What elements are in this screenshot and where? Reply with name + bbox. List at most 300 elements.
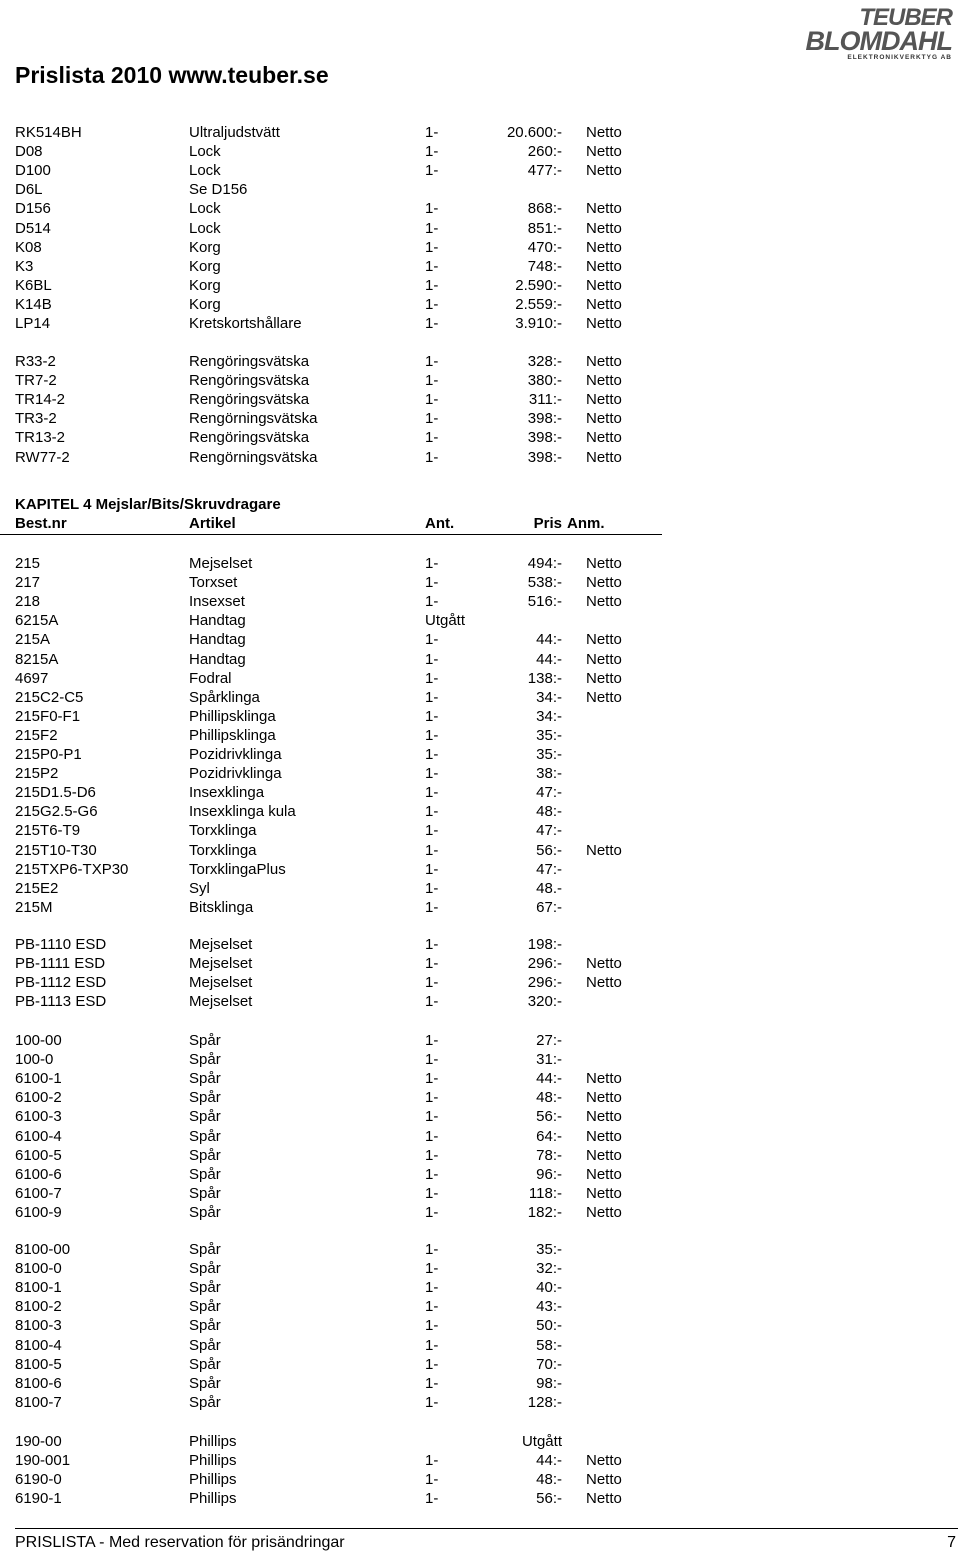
table-row (0, 1489, 700, 1508)
item-price: Utgått (521, 1433, 562, 1450)
item-price: 48:- (536, 1471, 562, 1489)
item-qty: 1- (425, 822, 439, 840)
item-qty: 1- (425, 1203, 439, 1221)
item-name: Spår (189, 1032, 221, 1049)
item-name: Korg (189, 295, 221, 313)
item-code: 6100-9 (15, 1203, 62, 1221)
item-name: Phillipsklinga (189, 726, 276, 744)
table-row (0, 726, 700, 745)
item-qty: 1- (425, 1260, 439, 1278)
item-name: Spår (189, 1184, 221, 1202)
item-price: 47:- (536, 784, 562, 802)
item-price: 398:- (527, 410, 562, 428)
table-row (0, 1203, 700, 1222)
item-code: PB-1111 ESD (15, 955, 106, 973)
item-name: Handtag (189, 631, 246, 649)
item-name: Fodral (189, 669, 232, 687)
item-price: 748:- (527, 257, 562, 275)
item-note: Netto (586, 955, 622, 973)
item-price: 398:- (527, 429, 562, 447)
table-row (0, 352, 700, 371)
item-note: Netto (586, 410, 622, 428)
item-price: 27:- (536, 1032, 562, 1049)
item-code: 8100-6 (15, 1374, 62, 1392)
item-qty: 1- (425, 707, 439, 725)
table-row (0, 669, 700, 688)
item-code: PB-1113 ESD (15, 993, 107, 1011)
item-code: TR13-2 (15, 429, 66, 447)
item-qty: 1- (425, 841, 439, 859)
table-row (0, 1432, 700, 1451)
table-row (0, 1050, 700, 1069)
item-name: Rengöringsvätska (189, 429, 310, 447)
item-price: 138:- (527, 669, 562, 687)
item-qty: 1- (425, 124, 439, 141)
item-qty: 1- (425, 429, 439, 447)
item-note: Netto (586, 1146, 622, 1164)
item-qty: 1- (425, 200, 439, 218)
item-name: Spår (189, 1374, 221, 1392)
item-qty: 1- (425, 1108, 439, 1126)
item-name: Ultraljudstvätt (189, 124, 280, 141)
item-name: Pozidrivklinga (189, 746, 282, 763)
item-code: 6100-3 (15, 1108, 62, 1126)
table-row (0, 1316, 700, 1335)
table-row (0, 611, 700, 630)
table-row (0, 257, 700, 276)
item-name: Spår (189, 1393, 221, 1411)
item-code: 215P0-P1 (15, 746, 82, 763)
item-code: 215 (15, 555, 41, 572)
table-row (0, 1278, 700, 1297)
item-qty: 1- (425, 1051, 439, 1069)
item-name: Spårklinga (189, 688, 260, 706)
item-name: Se D156 (189, 181, 248, 199)
item-qty: 1- (425, 276, 439, 294)
item-code: 4697 (15, 669, 49, 687)
item-note: Netto (586, 1490, 622, 1508)
item-code: 217 (15, 574, 41, 592)
item-price: 311:- (528, 391, 562, 409)
item-price: 48:- (536, 803, 562, 821)
item-qty: 1- (425, 391, 439, 409)
table-row (0, 1069, 700, 1088)
table-row (0, 199, 700, 218)
table-row (0, 1240, 700, 1259)
table-row (0, 650, 700, 669)
item-note: Netto (586, 1089, 622, 1107)
item-code: D100 (15, 162, 51, 180)
table-row (0, 973, 700, 992)
item-note: Netto (586, 1108, 622, 1126)
table-row (0, 783, 700, 802)
item-name: Spår (189, 1070, 221, 1088)
item-qty: 1- (425, 1241, 439, 1258)
item-qty: 1- (425, 593, 439, 611)
item-price: 35:- (536, 1241, 562, 1258)
item-name: Mejselset (189, 936, 253, 953)
item-price: 118:- (528, 1184, 562, 1202)
item-code: PB-1112 ESD (15, 974, 107, 992)
table-row (0, 123, 700, 142)
page-title: Prislista 2010 www.teuber.se (15, 62, 329, 88)
item-code: 8100-1 (15, 1279, 62, 1297)
item-name: Spår (189, 1279, 221, 1297)
item-note: Netto (586, 574, 622, 592)
item-name: Rengöringsvätska (189, 372, 310, 390)
item-qty: 1- (425, 1298, 439, 1316)
item-qty: 1- (425, 993, 439, 1011)
item-qty: 1- (425, 669, 439, 687)
item-price: 44:- (536, 631, 562, 649)
table-row (0, 390, 700, 409)
item-code: 215P2 (15, 765, 59, 783)
item-note: Netto (586, 200, 622, 218)
item-price: 38:- (536, 765, 562, 783)
item-price: 40:- (536, 1279, 562, 1297)
item-name: Lock (189, 200, 221, 218)
item-note: Netto (586, 650, 622, 668)
item-code: LP14 (15, 315, 51, 332)
table-row (0, 860, 700, 879)
table-row (0, 1088, 700, 1107)
item-qty: 1- (425, 898, 439, 916)
table-row (0, 554, 700, 573)
item-code: 190-001 (15, 1452, 71, 1470)
item-qty: Utgått (425, 612, 466, 630)
item-name: Syl (189, 879, 210, 897)
item-name: Torxklinga (189, 822, 257, 840)
column-header-note: Anm. (567, 515, 605, 532)
item-note: Netto (586, 276, 622, 294)
item-price: 2.590:- (515, 276, 562, 294)
item-qty: 1- (425, 448, 439, 466)
table-row (0, 764, 700, 783)
table-row (0, 238, 700, 257)
item-name: Handtag (189, 650, 246, 668)
item-note: Netto (586, 593, 622, 611)
item-price: 198:- (527, 936, 562, 953)
table-row (0, 1297, 700, 1316)
item-name: Handtag (189, 612, 246, 630)
item-code: 8100-2 (15, 1298, 62, 1316)
chapter-heading: KAPITEL 4 Mejslar/Bits/Skruvdragare (15, 496, 281, 513)
item-code: D6L (15, 181, 43, 199)
item-note: Netto (586, 124, 622, 141)
table-row (0, 371, 700, 390)
item-price: 34:- (536, 688, 562, 706)
item-name: Torxset (189, 574, 238, 592)
item-name: Korg (189, 276, 221, 294)
item-code: 6100-1 (15, 1070, 62, 1088)
item-note: Netto (586, 391, 622, 409)
item-code: 8100-5 (15, 1355, 62, 1373)
item-note: Netto (586, 1452, 622, 1470)
item-qty: 1- (425, 650, 439, 668)
table-row (0, 1146, 700, 1165)
item-note: Netto (586, 555, 622, 572)
item-code: 215C2-C5 (15, 688, 84, 706)
table-row (0, 879, 700, 898)
item-price: 78:- (536, 1146, 562, 1164)
item-note: Netto (586, 162, 622, 180)
item-qty: 1- (425, 257, 439, 275)
table-row (0, 1393, 700, 1412)
item-note: Netto (586, 219, 622, 237)
item-code: 6100-6 (15, 1165, 62, 1183)
item-name: Spår (189, 1165, 221, 1183)
column-header-code: Best.nr (15, 515, 67, 532)
item-note: Netto (586, 841, 622, 859)
item-qty: 1- (425, 803, 439, 821)
item-price: 516:- (527, 593, 562, 611)
item-name: Insexklinga (189, 784, 265, 802)
item-price: 34:- (536, 707, 562, 725)
column-header-price: Pris (533, 515, 562, 532)
item-note: Netto (586, 631, 622, 649)
item-qty: 1- (425, 1032, 439, 1049)
item-code: 8100-4 (15, 1336, 62, 1354)
item-note: Netto (586, 429, 622, 447)
item-price: 477:- (527, 162, 562, 180)
table-row (0, 954, 700, 973)
item-qty: 1- (425, 372, 439, 390)
logo-line-1: TEUBER (859, 4, 952, 31)
item-note: Netto (586, 669, 622, 687)
table-row (0, 573, 700, 592)
item-code: RK514BH (15, 124, 82, 141)
table-row (0, 1184, 700, 1203)
item-name: Spår (189, 1298, 221, 1316)
item-name: Rengöringsvätska (189, 353, 310, 370)
item-qty: 1- (425, 162, 439, 180)
item-code: K14B (15, 295, 52, 313)
item-price: 380:- (527, 372, 562, 390)
item-price: 48.- (536, 879, 562, 897)
item-name: Spår (189, 1108, 221, 1126)
table-row (0, 745, 700, 764)
item-name: Spår (189, 1127, 221, 1145)
item-name: Mejselset (189, 974, 253, 992)
item-price: 320:- (527, 993, 562, 1011)
item-code: 215E2 (15, 879, 59, 897)
table-row (0, 219, 700, 238)
item-code: 100-0 (15, 1051, 54, 1069)
item-code: 190-00 (15, 1433, 62, 1450)
item-code: 6190-1 (15, 1490, 62, 1508)
item-code: 215F0-F1 (15, 707, 81, 725)
item-qty: 1- (425, 353, 439, 370)
item-code: 6100-2 (15, 1089, 62, 1107)
item-name: Torxklinga (189, 841, 257, 859)
table-row (0, 1451, 700, 1470)
page-number: 7 (947, 1534, 956, 1551)
item-note: Netto (586, 295, 622, 313)
item-qty: 1- (425, 1127, 439, 1145)
item-name: Mejselset (189, 955, 253, 973)
item-code: 215A (15, 631, 51, 649)
item-price: 398:- (527, 448, 562, 466)
item-note: Netto (586, 448, 622, 466)
item-qty: 1- (425, 765, 439, 783)
item-code: 8100-0 (15, 1260, 62, 1278)
item-price: 538:- (527, 574, 562, 592)
item-price: 48:- (536, 1089, 562, 1107)
item-name: Kretskortshållare (189, 315, 302, 332)
item-price: 98:- (536, 1374, 562, 1392)
item-code: PB-1110 ESD (15, 936, 107, 953)
table-row (0, 180, 700, 199)
table-row (0, 935, 700, 954)
item-price: 20.600:- (506, 124, 562, 141)
table-row (0, 1374, 700, 1393)
table-row (0, 1031, 700, 1050)
item-price: 70:- (536, 1355, 562, 1373)
item-code: 218 (15, 593, 41, 611)
item-code: 8100-7 (15, 1393, 62, 1411)
item-price: 58:- (536, 1336, 562, 1354)
item-code: 6100-5 (15, 1146, 62, 1164)
item-name: Rengörningsvätska (189, 448, 318, 466)
item-note: Netto (586, 143, 622, 161)
item-name: Phillipsklinga (189, 707, 276, 725)
item-name: Mejselset (189, 993, 253, 1011)
item-price: 470:- (527, 238, 562, 256)
item-qty: 1- (425, 1317, 439, 1335)
item-code: D514 (15, 219, 51, 237)
item-price: 35:- (536, 746, 562, 763)
item-note: Netto (586, 1184, 622, 1202)
item-code: D156 (15, 200, 51, 218)
item-code: TR14-2 (15, 391, 66, 409)
item-code: 215G2.5-G6 (15, 803, 98, 821)
table-row (0, 314, 700, 333)
table-row (0, 688, 700, 707)
item-note: Netto (586, 688, 622, 706)
item-name: Mejselset (189, 555, 253, 572)
item-code: TR3-2 (15, 410, 57, 428)
item-price: 328:- (527, 353, 562, 370)
table-row (0, 276, 700, 295)
table-row (0, 630, 700, 649)
table-row (0, 1355, 700, 1374)
item-name: Spår (189, 1241, 221, 1258)
item-qty: 1- (425, 1184, 439, 1202)
item-name: Insexklinga kula (189, 803, 296, 821)
table-row (0, 992, 700, 1011)
item-price: 182:- (527, 1203, 562, 1221)
item-qty: 1- (425, 955, 439, 973)
item-note: Netto (586, 1127, 622, 1145)
item-name: TorxklingaPlus (189, 860, 286, 878)
item-qty: 1- (425, 315, 439, 332)
item-qty: 1- (425, 784, 439, 802)
item-name: Rengöringsvätska (189, 391, 310, 409)
item-code: 8215A (15, 650, 59, 668)
item-code: 215T6-T9 (15, 822, 81, 840)
item-price: 296:- (527, 974, 562, 992)
item-name: Spår (189, 1203, 221, 1221)
table-row (0, 1107, 700, 1126)
item-price: 296:- (527, 955, 562, 973)
table-row (0, 295, 700, 314)
item-note: Netto (586, 1203, 622, 1221)
item-name: Rengörningsvätska (189, 410, 318, 428)
table-row (0, 1259, 700, 1278)
item-code: 215F2 (15, 726, 58, 744)
table-row (0, 802, 700, 821)
item-name: Spår (189, 1355, 221, 1373)
item-code: R33-2 (15, 353, 56, 370)
item-note: Netto (586, 257, 622, 275)
item-qty: 1- (425, 1452, 439, 1470)
column-header-qty: Ant. (425, 515, 455, 532)
item-name: Lock (189, 143, 221, 161)
item-price: 44:- (536, 1070, 562, 1088)
logo-line-3: ELEKTRONIKVERKTYG AB (847, 54, 952, 61)
item-name: Phillips (189, 1433, 237, 1450)
item-code: 215T10-T30 (15, 841, 97, 859)
footer-divider (15, 1528, 958, 1529)
item-price: 56:- (536, 1108, 562, 1126)
item-price: 56:- (536, 841, 562, 859)
table-row (0, 409, 700, 428)
item-note: Netto (586, 315, 622, 332)
item-qty: 1- (425, 1165, 439, 1183)
item-code: K08 (15, 238, 42, 256)
company-logo (805, 2, 958, 66)
item-price: 56:- (536, 1490, 562, 1508)
item-qty: 1- (425, 1336, 439, 1354)
item-qty: 1- (425, 879, 439, 897)
footer-text: PRISLISTA - Med reservation för prisändringar (15, 1534, 345, 1551)
item-price: 47:- (536, 822, 562, 840)
item-note: Netto (586, 238, 622, 256)
item-name: Phillips (189, 1490, 237, 1508)
item-name: Phillips (189, 1452, 237, 1470)
table-row (0, 1127, 700, 1146)
item-code: 8100-3 (15, 1317, 62, 1335)
column-header-article: Artikel (189, 515, 236, 532)
item-qty: 1- (425, 1374, 439, 1392)
item-code: K3 (15, 257, 34, 275)
item-qty: 1- (425, 410, 439, 428)
item-note: Netto (586, 372, 622, 390)
item-note: Netto (586, 353, 622, 370)
table-row (0, 707, 700, 726)
item-name: Spår (189, 1336, 221, 1354)
item-name: Pozidrivklinga (189, 765, 282, 783)
logo-line-2: BLOMDAHL (805, 26, 952, 56)
item-price: 32:- (536, 1260, 562, 1278)
item-name: Spår (189, 1317, 221, 1335)
item-qty: 1- (425, 726, 439, 744)
item-qty: 1- (425, 1089, 439, 1107)
item-qty: 1- (425, 1490, 439, 1508)
item-code: 6190-0 (15, 1471, 62, 1489)
item-name: Spår (189, 1089, 221, 1107)
item-name: Phillips (189, 1471, 237, 1489)
table-row (0, 841, 700, 860)
item-name: Spår (189, 1260, 221, 1278)
item-code: RW77-2 (15, 448, 70, 466)
item-price: 47:- (536, 860, 562, 878)
table-row (0, 821, 700, 840)
item-note: Netto (586, 974, 622, 992)
item-qty: 1- (425, 746, 439, 763)
item-name: Spår (189, 1146, 221, 1164)
item-name: Lock (189, 219, 221, 237)
